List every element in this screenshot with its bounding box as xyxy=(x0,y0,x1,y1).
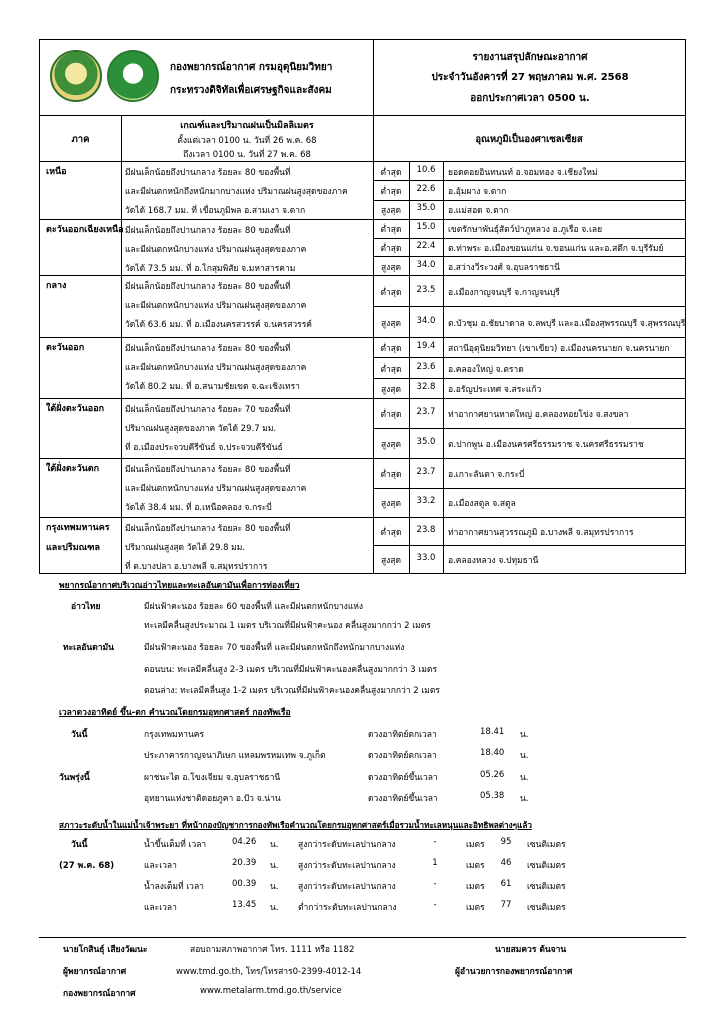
report-header xyxy=(39,39,686,116)
forecaster-name: นายโกสินธุ์ เสียงวัฒนะ xyxy=(63,945,148,955)
col-header-rain-from: ตั้งแต่เวลา 0100 น. วันที่ 26 พ.ค. 68 xyxy=(177,136,317,146)
col-header-rain: เกณฑ์และปริมาณฝนเป็นมิลลิเมตร xyxy=(180,121,314,131)
tide-cm-unit: เซนติเมตร xyxy=(527,882,566,892)
andaman-line-3: ตอนล่าง: ทะเลมีคลื่นสูง 1-2 เมตร บริเวณที่มีฝนฟ้าคะนองคลื่นสูงมากกว่า 2 เมตร xyxy=(144,686,440,696)
rain-text-line: วัดได้ 80.2 มม. ที่ อ.สนามชัยเขต จ.ฉะเชิงเทรา xyxy=(125,382,300,392)
region-name: เหนือ xyxy=(46,167,67,177)
tide-today-label: วันนี้ xyxy=(71,840,88,850)
tide-cm-unit: เซนติเมตร xyxy=(527,903,566,913)
temp-place: อ.สว่างวีระวงศ์ จ.อุบลราชธานี xyxy=(448,262,560,273)
sun-time-unit: น. xyxy=(520,730,529,740)
temp-value: 15.0 xyxy=(416,222,436,233)
sun-time-unit: น. xyxy=(520,794,529,804)
gulf-line-1: มีฝนฟ้าคะนอง ร้อยละ 60 ของพื้นที่ และมีฝนตกหนักบางแห่ง xyxy=(144,602,364,612)
tide-label: น้ำลงเต็มที่ เวลา xyxy=(144,882,204,892)
temp-place: อ.อรัญประเทศ จ.สระแก้ว xyxy=(448,384,542,395)
temp-place: อ.เกาะลันตา จ.กระบี่ xyxy=(448,469,525,480)
org-name: กองพยากรณ์อากาศ กรมอุตุนิยมวิทยา xyxy=(170,62,333,73)
sun-event: ดวงอาทิตย์ตกเวลา xyxy=(368,730,437,740)
report-time: ออกประกาศเวลา 0500 น. xyxy=(470,93,590,104)
region-name: ใต้ฝั่งตะวันออก xyxy=(46,404,105,414)
temp-label: สูงสุด xyxy=(380,556,402,566)
director-name: นายสมควร ต้นจาน xyxy=(495,945,567,955)
report-title: รายงานสรุปลักษณะอากาศ xyxy=(472,52,588,63)
sun-tomorrow-label: วันพรุ่งนี้ xyxy=(59,773,90,783)
rain-text-line: มีฝนเล็กน้อยถึงปานกลาง ร้อยละ 80 ของพื้นที่ xyxy=(125,465,291,475)
temp-place: ท่าอากาศยานสุวรรณภูมิ อ.บางพลี จ.สมุทรปราการ xyxy=(448,528,634,538)
sun-time-unit: น. xyxy=(520,773,529,783)
temp-value: 22.4 xyxy=(416,241,436,251)
rain-text-line: มีฝนเล็กน้อยถึงปานกลาง ร้อยละ 80 ของพื้นที่ xyxy=(125,344,291,354)
tide-label: และเวลา xyxy=(144,903,177,913)
tide-meters-unit: เมตร xyxy=(466,882,485,892)
tide-desc: สูงกว่าระดับทะเลปานกลาง xyxy=(298,861,396,871)
temp-row-divider xyxy=(373,428,685,429)
tide-cm: 95 xyxy=(500,837,512,847)
dept-emblem-logo xyxy=(50,50,102,102)
rain-text-line: และมีฝนตกหนักถึงหนักมากบางแห่ง ปริมาณฝนสูงสุดของภาค xyxy=(125,187,348,197)
sun-place: กรุงเทพมหานคร xyxy=(144,730,205,740)
tide-label: และเวลา xyxy=(144,861,177,871)
tide-meters-unit: เมตร xyxy=(466,861,485,871)
rain-text-line: มีฝนเล็กน้อยถึงปานกลาง ร้อยละ 80 ของพื้นที่ xyxy=(125,524,291,534)
sun-event: ดวงอาทิตย์ขึ้นเวลา xyxy=(368,773,438,783)
temp-row-divider xyxy=(373,545,685,546)
rain-text-line: วัดได้ 63.6 มม. ที่ อ.เมืองนครสวรรค์ จ.นครสวรรค์ xyxy=(125,320,312,330)
temp-row-divider xyxy=(373,238,685,239)
rain-text-line: มีฝนเล็กน้อยถึงปานกลาง ร้อยละ 80 ของพื้นที่ xyxy=(125,226,291,236)
temp-label: ต่ำสุด xyxy=(380,244,402,254)
temp-value: 23.5 xyxy=(416,284,436,295)
temp-place: อ.คลองใหญ่ จ.ตราด xyxy=(448,364,524,375)
sun-time: 18.41 xyxy=(480,727,505,737)
col-header-region: ภาค xyxy=(71,134,90,145)
andaman-label: ทะเลอันดามัน xyxy=(63,643,114,653)
andaman-line-2: ตอนบน: ทะเลมีคลื่นสูง 2-3 เมตร บริเวณที่มีฝนฟ้าคะนองคลื่นสูงมากกว่า 3 เมตร xyxy=(144,665,438,675)
temp-value: 35.0 xyxy=(416,203,436,214)
tide-meters-unit: เมตร xyxy=(466,840,485,850)
andaman-line-1: มีฝนฟ้าคะนอง ร้อยละ 70 ของพื้นที่ และมีฝนตกหนักถึงหนักมากบางแห่ง xyxy=(144,643,405,653)
sun-time: 05.38 xyxy=(480,791,505,801)
region-name: กลาง xyxy=(46,281,67,291)
tide-cm-unit: เซนติเมตร xyxy=(527,861,566,871)
rain-text-line: มีฝนเล็กน้อยถึงปานกลาง ร้อยละ 80 ของพื้นที่ xyxy=(125,282,291,292)
temp-value: 32.8 xyxy=(416,381,436,392)
temp-place: ท่าอากาศยานหาดใหญ่ อ.คลองหอยโข่ง จ.สงขลา xyxy=(448,410,629,420)
rain-text-line: ปริมาณฝนสูงสุดของภาค วัดได้ 29.7 มม. xyxy=(125,424,277,434)
tide-cm: 77 xyxy=(500,900,512,910)
region-divider xyxy=(40,398,685,399)
tide-time-unit: น. xyxy=(270,903,279,913)
tide-time-unit: น. xyxy=(270,840,279,850)
tide-meters: 1 xyxy=(432,858,438,868)
temp-place: อ.แม่สอด จ.ตาก xyxy=(448,206,509,217)
region-divider xyxy=(40,458,685,459)
col-header-temp: อุณหภูมิเป็นองศาเซลเซียส xyxy=(475,134,583,145)
temp-label: ต่ำสุด xyxy=(380,528,402,538)
temp-label: ต่ำสุด xyxy=(380,225,402,236)
temp-row-divider xyxy=(373,378,685,379)
temp-label: ต่ำสุด xyxy=(380,410,402,420)
temp-label: ต่ำสุด xyxy=(380,187,402,197)
temp-value: 10.6 xyxy=(416,164,436,175)
region-divider xyxy=(40,337,685,338)
tide-meters: - xyxy=(433,900,437,910)
contact-phone: สอบถามสภาพอากาศ โทร. 1111 หรือ 1182 xyxy=(190,945,355,955)
temp-label: สูงสุด xyxy=(380,318,402,329)
tide-label: น้ำขึ้นเต็มที่ เวลา xyxy=(144,840,207,850)
temp-place: อ.คลองหลวง จ.ปทุมธานี xyxy=(448,556,539,566)
rain-text-line: ที่ อ.เมืองประจวบคีรีขันธ์ จ.ประจวบคีรีขันธ์ xyxy=(125,443,283,453)
sun-place: ผาชนะได อ.โขงเจียม จ.อุบลราชธานี xyxy=(144,773,281,783)
region-name: ตะวันออกเฉียงเหนือ xyxy=(46,225,124,235)
sun-time: 18.40 xyxy=(480,748,505,758)
temp-value: 33.2 xyxy=(416,496,436,507)
tide-heading: สภาวะระดับน้ำในแม่น้ำเจ้าพระยา ที่หน้ากองบัญชาการกองทัพเรือคำนวณโดยกรมอุทกศาสตร์เมื่อรวมน้ำทะเลหนุนและอิทธิพลต่างๆแล้ว xyxy=(59,820,532,830)
temp-place: ต.ท่าพระ อ.เมืองขอนแก่น จ.ขอนแก่น และอ.สตึก จ.บุรีรัมย์ xyxy=(448,244,664,254)
rain-text-line: และมีฝนตกหนักบางแห่ง ปริมาณฝนสูงสุดของภาค xyxy=(125,363,307,373)
temp-label: สูงสุด xyxy=(380,384,402,395)
col-header-rain-to: ถึงเวลา 0100 น. วันที่ 27 พ.ค. 68 xyxy=(183,150,311,160)
rain-text-line: และมีฝนตกหนักบางแห่ง ปริมาณฝนสูงสุดของภาค xyxy=(125,301,307,311)
temp-label: สูงสุด xyxy=(380,206,402,217)
temp-label: สูงสุด xyxy=(380,499,402,510)
region-name: ตะวันออก xyxy=(46,343,85,353)
tide-meters-unit: เมตร xyxy=(466,903,485,913)
temp-value: 23.7 xyxy=(416,466,436,477)
report-date: ประจำวันอังคารที่ 27 พฤษภาคม พ.ศ. 2568 xyxy=(431,72,629,83)
temp-row-divider xyxy=(373,200,685,201)
temp-label: ต่ำสุด xyxy=(380,287,402,298)
temp-place: เขตรักษาพันธุ์สัตว์ป่าภูหลวง อ.ภูเรือ จ.เลย xyxy=(448,225,603,236)
tide-time: 04.26 xyxy=(232,837,257,847)
temp-value: 23.7 xyxy=(416,407,436,417)
rain-text-line: วัดได้ 38.4 มม. ที่ อ.เหนือคลอง จ.กระบี่ xyxy=(125,503,272,513)
temp-place: อ.เมืองสตูล จ.สตูล xyxy=(448,499,516,510)
temp-value: 23.8 xyxy=(416,525,436,535)
tide-desc: ต่ำกว่าระดับทะเลปานกลาง xyxy=(298,903,397,913)
temp-place: ต.ปากพูน อ.เมืองนครศรีธรรมราช จ.นครศรีธรรมราช xyxy=(448,440,644,450)
tide-date-label: (27 พ.ค. 68) xyxy=(59,861,115,871)
rain-text-line: ที่ ต.บางปลา อ.บางพลี จ.สมุทรปราการ xyxy=(125,562,268,572)
sun-today-label: วันนี้ xyxy=(71,730,88,740)
rain-text-line: ปริมาณฝนสูงสุด วัดได้ 29.8 มม. xyxy=(125,543,246,553)
temp-value: 33.0 xyxy=(416,553,436,563)
temp-label: สูงสุด xyxy=(380,262,402,273)
temp-label: ต่ำสุด xyxy=(380,469,402,480)
forecaster-title: ผู้พยากรณ์อากาศ xyxy=(63,967,127,977)
tide-time-unit: น. xyxy=(270,861,279,871)
tide-cm: 46 xyxy=(500,858,512,868)
tide-desc: สูงกว่าระดับทะเลปานกลาง xyxy=(298,882,396,892)
sun-place: ประภาคารกาญจนาภิเษก แหลมพรหมเทพ จ.ภูเก็ต xyxy=(144,751,326,761)
region-divider xyxy=(40,219,685,220)
tide-time: 20.39 xyxy=(232,858,257,868)
region-name: กรุงเทพมหานคร xyxy=(46,523,110,533)
sun-time: 05.26 xyxy=(480,770,505,780)
contact-service-link[interactable]: www.metalarm.tmd.go.th/service xyxy=(200,986,342,996)
temp-label: สูงสุด xyxy=(380,440,402,450)
summary-table xyxy=(39,116,686,574)
director-title: ผู้อำนวยการกองพยากรณ์อากาศ xyxy=(455,967,573,977)
rain-text-line: มีฝนเล็กน้อยถึงปานกลาง ร้อยละ 80 ของพื้นที่ xyxy=(125,168,291,178)
gulf-line-2: ทะเลมีคลื่นสูงประมาณ 1 เมตร บริเวณที่มีฝนฟ้าคะนอง คลื่นสูงมากกว่า 2 เมตร xyxy=(144,621,431,631)
sun-event: ดวงอาทิตย์ขึ้นเวลา xyxy=(368,794,438,804)
temp-row-divider xyxy=(373,488,685,489)
tide-time: 00.39 xyxy=(232,879,257,889)
temp-value: 34.0 xyxy=(416,259,436,270)
temp-value: 34.0 xyxy=(416,315,436,326)
rain-text-line: และมีฝนตกหนักบางแห่ง ปริมาณฝนสูงสุดของภาค xyxy=(125,245,307,255)
rain-text-line: วัดได้ 168.7 มม. ที่ เขื่อนภูมิพล อ.สามเงา จ.ตาก xyxy=(125,206,306,216)
temp-label: ต่ำสุด xyxy=(380,344,402,355)
temp-value: 35.0 xyxy=(416,437,436,447)
contact-website[interactable]: www.tmd.go.th, โทร/โทรสาร0-2399-4012-14 xyxy=(176,967,362,977)
region-name-line2: และปริมณฑล xyxy=(46,543,100,553)
temp-place: อ.อุ้มผาง จ.ตาก xyxy=(448,187,507,197)
temp-row-divider xyxy=(373,306,685,307)
temp-value: 22.6 xyxy=(416,184,436,194)
temp-label: ต่ำสุด xyxy=(380,364,402,375)
rain-text-line: และมีฝนตกหนักบางแห่ง ปริมาณฝนสูงสุดของภาค xyxy=(125,484,307,494)
gulf-label: อ่าวไทย xyxy=(71,602,101,612)
forecaster-dept: กองพยากรณ์อากาศ xyxy=(63,989,136,999)
temp-place: สถานีอุตุนิยมวิทยา (เขาเขียว) อ.เมืองนครนายก จ.นครนายก xyxy=(448,344,670,355)
region-divider xyxy=(40,517,685,518)
tide-desc: สูงกว่าระดับทะเลปานกลาง xyxy=(298,840,396,850)
tide-time-unit: น. xyxy=(270,882,279,892)
sun-event: ดวงอาทิตย์ตกเวลา xyxy=(368,751,437,761)
temp-row-divider xyxy=(373,256,685,257)
sun-time-unit: น. xyxy=(520,751,529,761)
temp-place: อ.เมืองกาญจนบุรี จ.กาญจนบุรี xyxy=(448,287,560,298)
ministry-name: กระทรวงดิจิทัลเพื่อเศรษฐกิจและสังคม xyxy=(170,85,332,96)
temp-value: 23.6 xyxy=(416,361,436,372)
temp-place: ต.บัวชุม อ.ชัยบาดาล จ.ลพบุรี และอ.เมืองสุพรรณบุรี จ.สุพรรณบุรี xyxy=(448,318,686,329)
region-name: ใต้ฝั่งตะวันตก xyxy=(46,464,100,474)
temp-place: ยอดดอยอินทนนท์ อ.จอมทอง จ.เชียงใหม่ xyxy=(448,167,598,178)
region-divider xyxy=(40,275,685,276)
tide-cm-unit: เซนติเมตร xyxy=(527,840,566,850)
temp-value: 19.4 xyxy=(416,341,436,352)
temp-row-divider xyxy=(373,357,685,358)
temp-label: ต่ำสุด xyxy=(380,167,402,178)
rain-text-line: มีฝนเล็กน้อยถึงปานกลาง ร้อยละ 70 ของพื้นที่ xyxy=(125,405,291,415)
marine-heading: พยากรณ์อากาศบริเวณอ่าวไทยและทะเลอันดามันเพื่อการท่องเที่ยว xyxy=(59,581,300,591)
tmd-logo xyxy=(107,50,159,102)
sun-heading: เวลาดวงอาทิตย์ ขึ้น-ตก คำนวณโดยกรมอุทกศาสตร์ กองทัพเรือ xyxy=(59,708,291,718)
sun-place: อุทยานแห่งชาติดอยภูคา อ.ปัว จ.น่าน xyxy=(144,794,281,804)
temp-row-divider xyxy=(373,180,685,181)
tide-meters: - xyxy=(433,837,437,847)
tide-cm: 61 xyxy=(500,879,512,889)
tide-time: 13.45 xyxy=(232,900,257,910)
rain-text-line: วัดได้ 73.5 มม. ที่ อ.โกสุมพิสัย จ.มหาสารคาม xyxy=(125,264,296,274)
tide-meters: - xyxy=(433,879,437,889)
